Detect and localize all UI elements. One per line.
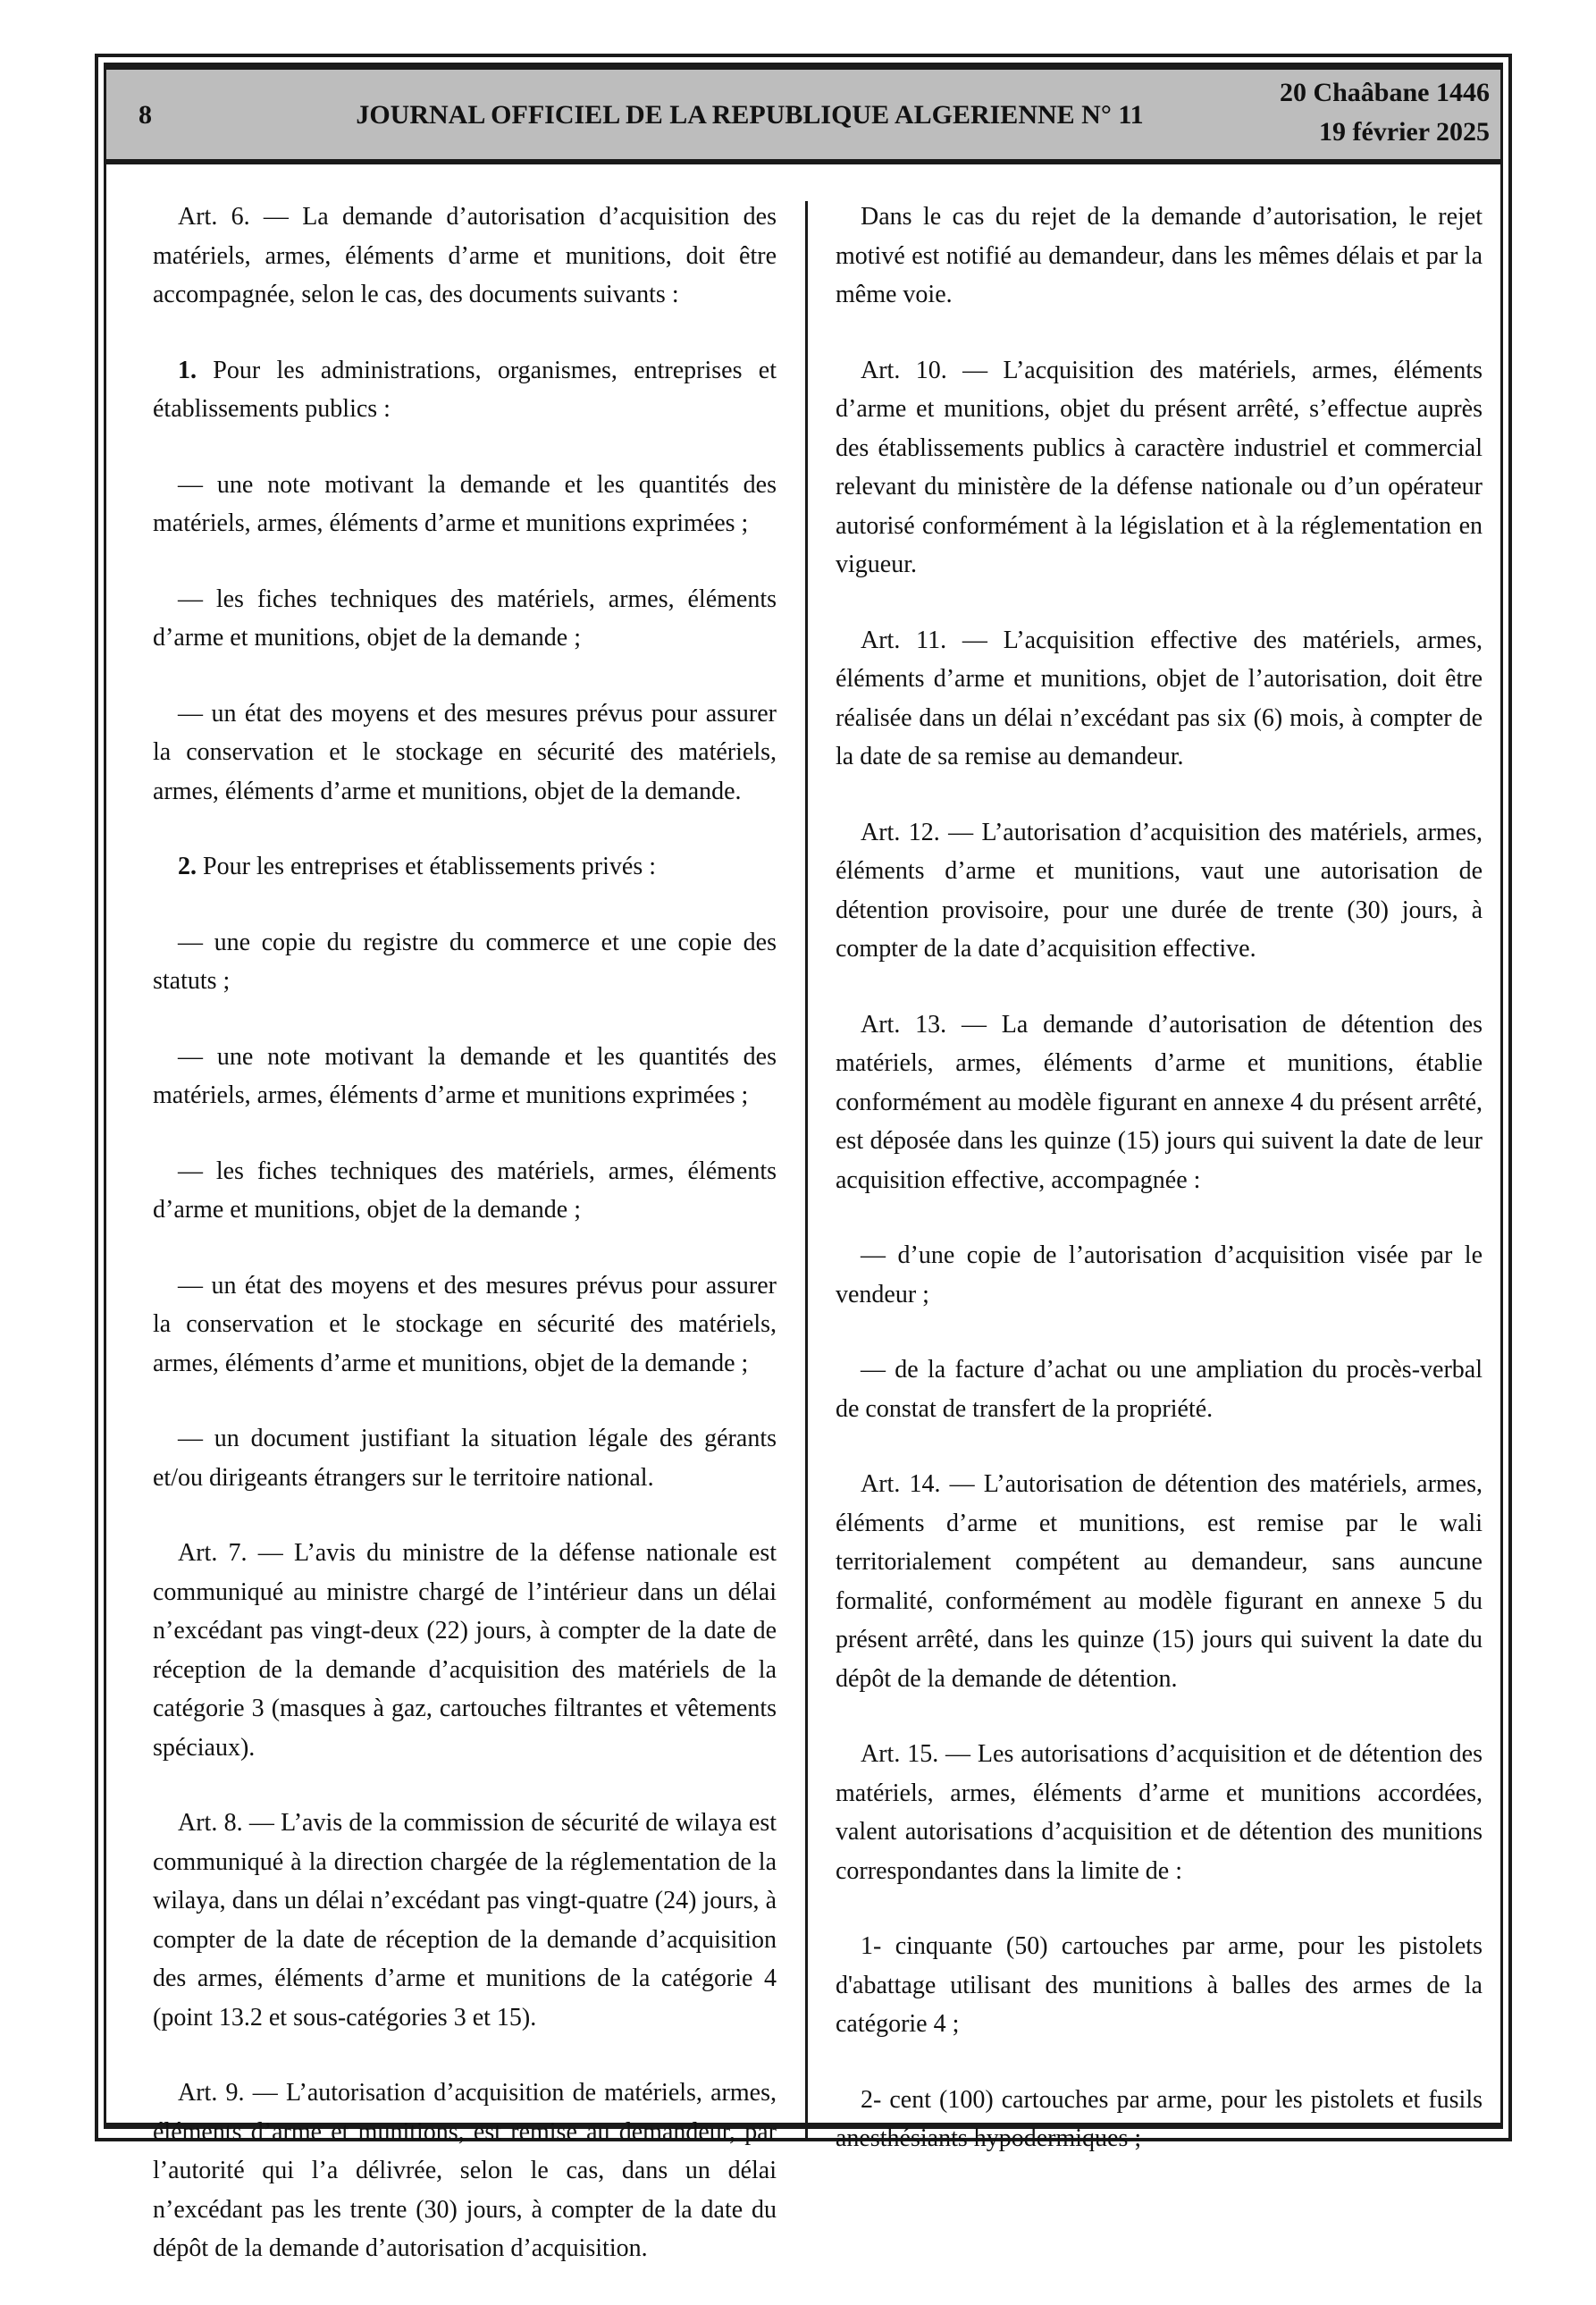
paragraph: [153, 351, 777, 429]
journal-title: JOURNAL OFFICIEL DE LA REPUBLIQUE ALGERIENNE N° 11: [356, 100, 1144, 130]
paragraph-text: 2- cent (100) cartouches par arme, pour les pistolets et fusils anesthésiants hypodermiques ;: [836, 2085, 1483, 2152]
paragraph: [836, 621, 1483, 777]
page-frame: [95, 54, 1512, 2262]
paragraph-text: 1- cinquante (50) cartouches par arme, pour les pistolets d'abattage utilisant des munitions à balles des armes de la catégorie 4 ;: [836, 1932, 1483, 2038]
paragraph: [153, 923, 777, 1001]
paragraph: [836, 1350, 1483, 1428]
issue-date: [1280, 73, 1490, 152]
paragraph: [836, 2081, 1483, 2158]
paragraph-text: Art. 8. — L’avis de la commission de sécurité de wilaya est communiqué à la direction chargée de la réglementation de la wilaya, dans un délai n’excédant pas vingt-quatre (24) jours, à compter de la date de réception de la demande d’acquisition des armes, éléments d’arme et munitions de la catégorie 4 (point 13.2 et sous-catégories 3 et 15).: [153, 1809, 777, 2032]
paragraph-text: Art. 15. — Les autorisations d’acquisition et de détention des matériels, armes, éléments d’arme et munitions accordées, valent autorisations d’acquisition et de détention des munitions correspondantes dans la limite de :: [836, 1740, 1483, 1885]
paragraph: [836, 1005, 1483, 1200]
paragraph-text: Art. 13. — La demande d’autorisation de détention des matériels, armes, éléments d’arme et munitions, établie conformément au modèle figurant en annexe 4 du présent arrêté, est déposée dans les quinze (15) jours qui suivent la date de leur acquisition effective, accompagnée :: [836, 1010, 1483, 1194]
paragraph-text: — les fiches techniques des matériels, armes, éléments d’arme et munitions, objet de la demande ;: [153, 1157, 777, 1224]
date-gregorian: 19 février 2025: [1318, 117, 1490, 147]
paragraph: [153, 1266, 777, 1384]
paragraph-text: — une note motivant la demande et les quantités des matériels, armes, éléments d’arme et munitions exprimées ;: [153, 470, 777, 537]
page-number: 8: [139, 100, 152, 130]
paragraph-text: — une copie du registre du commerce et une copie des statuts ;: [153, 928, 777, 995]
date-hijri: 20 Chaâbane 1446: [1279, 78, 1490, 107]
journal-header: [106, 65, 1500, 164]
item-number: 2.: [178, 853, 197, 880]
paragraph: [836, 1927, 1483, 2044]
paragraph-text: Art. 14. — L’autorisation de détention des matériels, armes, éléments d’arme et munitions, est remise par le wali territorialement compétent au demandeur, sans auncune formalité, conformément au modèle figurant en annexe 5 du présent arrêté, dans les quinze (15) jours qui suivent la date du dépôt de la demande de détention.: [836, 1470, 1483, 1693]
paragraph-text: Art. 9. — L’autorisation d’acquisition de matériels, armes, éléments d’arme et munitions, est remise au demandeur, par l’autorité qui l’a délivrée, selon le cas, dans un délai n’excédant pas les trente (30) jours, à compter de la date du dépôt de la demande d’autorisation d’acquisition.: [153, 2079, 777, 2262]
paragraph-text: — un état des moyens et des mesures prévus pour assurer la conservation et le stockage en sécurité des matériels, armes, éléments d’arme et munitions, objet de la demande.: [153, 699, 777, 805]
paragraph: [836, 1465, 1483, 1698]
paragraph: [153, 580, 777, 658]
paragraph: [836, 813, 1483, 969]
right-column: [836, 198, 1483, 2195]
paragraph-text: Art. 12. — L’autorisation d’acquisition des matériels, armes, éléments d’arme et munitions, vaut une autorisation de détention provisoire, pour une durée de trente (30) jours, à compter de la date d’acquisition effective.: [836, 818, 1483, 963]
paragraph: [153, 2074, 777, 2268]
paragraph-text: Art. 11. — L’acquisition effective des matériels, armes, éléments d’arme et munitions, objet de l’autorisation, doit être réalisée dans un délai n’excédant pas six (6) mois, à compter de la date de sa remise au demandeur.: [836, 626, 1483, 770]
paragraph: [836, 1236, 1483, 1314]
paragraph-text: — les fiches techniques des matériels, armes, éléments d’arme et munitions, objet de la demande ;: [153, 585, 777, 652]
paragraph: [153, 847, 777, 887]
paragraph-text: Pour les administrations, organismes, entreprises et établissements publics :: [153, 356, 777, 423]
paragraph: [153, 694, 777, 812]
paragraph-text: Art. 6. — La demande d’autorisation d’acquisition des matériels, armes, éléments d’arme et munitions, doit être accompagnée, selon le cas, des documents suivants :: [153, 203, 777, 308]
paragraph: [153, 198, 777, 315]
paragraph: [153, 1534, 777, 1767]
paragraph: [153, 1038, 777, 1115]
paragraph: [836, 198, 1483, 315]
paragraph-text: — un document justifiant la situation légale des gérants et/ou dirigeants étrangers sur le territoire national.: [153, 1425, 777, 1492]
paragraph-text: Art. 7. — L’avis du ministre de la défense nationale est communiqué au ministre chargé de l’intérieur dans un délai n’excédant pas vingt-deux (22) jours, à compter de la date de réception de la demande d’acquisition des matériels de la catégorie 3 (masques à gaz, cartouches filtrantes et vêtements spéciaux).: [153, 1539, 777, 1762]
column-divider: [805, 201, 808, 2141]
paragraph: [153, 466, 777, 543]
paragraph-text: — d’une copie de l’autorisation d’acquisition visée par le vendeur ;: [836, 1241, 1483, 1308]
paragraph-text: Pour les entreprises et établissements privés :: [197, 853, 656, 880]
left-column: [153, 198, 777, 2305]
paragraph: [153, 1152, 777, 1230]
paragraph-text: Dans le cas du rejet de la demande d’autorisation, le rejet motivé est notifié au demandeur, dans les mêmes délais et par la même voie.: [836, 203, 1483, 308]
paragraph-text: — une note motivant la demande et les quantités des matériels, armes, éléments d’arme et munitions exprimées ;: [153, 1042, 777, 1109]
paragraph-text: — de la facture d’achat ou une ampliation du procès-verbal de constat de transfert de la propriété.: [836, 1356, 1483, 1423]
paragraph: [836, 1735, 1483, 1890]
paragraph: [153, 1804, 777, 2037]
page-inner-frame: [104, 63, 1503, 2262]
paragraph: [836, 351, 1483, 585]
item-number: 1.: [178, 356, 197, 384]
paragraph: [153, 1419, 777, 1497]
paragraph-text: — un état des moyens et des mesures prévus pour assurer la conservation et le stockage en sécurité des matériels, armes, éléments d’arme et munitions, objet de la demande ;: [153, 1271, 777, 1377]
paragraph-text: Art. 10. — L’acquisition des matériels, armes, éléments d’arme et munitions, objet du présent arrêté, s’effectue auprès des établissements publics à caractère industriel et commercial relevant du ministère de la défense nationale ou d’un opérateur autorisé conformément à la législation et à la réglementation en vigueur.: [836, 356, 1483, 578]
